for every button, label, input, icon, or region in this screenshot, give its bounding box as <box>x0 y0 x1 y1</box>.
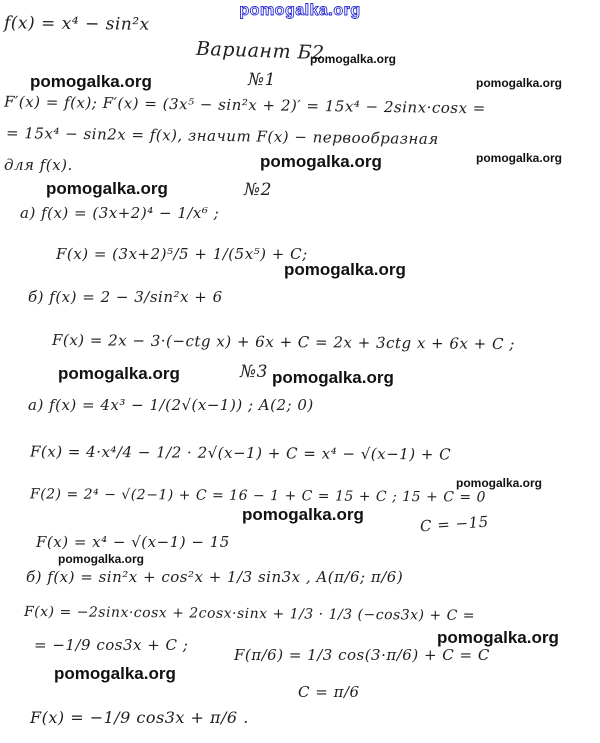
task-2b-antiderivative: F(x) = 2x − 3·(−ctg x) + 6x + C = 2x + 3ctg x + 6x + C ; <box>51 330 515 354</box>
watermark: pomogalka.org <box>260 152 382 171</box>
watermark: pomogalka.org <box>437 628 559 647</box>
task-3a-antiderivative: F(x) = 4·x⁴/4 − 1/2 · 2√(x−1) + C = x⁴ − √(x−1) + C <box>29 442 452 464</box>
task-1-line-1: F′(x) = f(x); F′(x) = (3x⁵ − sin²x + 2)′ = 15x⁴ − 2sinx·cosx = <box>3 92 486 118</box>
task-2b-function: б) f(x) = 2 − 3/sin²x + 6 <box>28 288 223 306</box>
task-3b-simplified: = −1/9 cos3x + C ; <box>34 636 189 654</box>
watermark: pomogalka.org <box>476 76 563 90</box>
watermark: pomogalka.org <box>284 260 406 279</box>
task-3a-function: а) f(x) = 4x³ − 1/(2√(x−1)) ; A(2; 0) <box>28 396 314 414</box>
watermark: pomogalka.org <box>46 179 168 198</box>
task-1-line-2: = 15x⁴ − sin2x = f(x), значит F(x) − первообразная <box>5 123 439 149</box>
task-3a-constant: C = −15 <box>419 512 490 536</box>
variant-title: Вариант Б2 <box>195 37 325 65</box>
problem-function: f(x) = x⁴ − sin²x <box>3 13 150 35</box>
watermark: pomogalka.org <box>310 52 397 66</box>
task-3b-antiderivative: F(x) = −2sinx·cosx + 2cosx·sinx + 1/3 · 1/3 (−cos3x) + C = <box>23 604 476 624</box>
watermark: pomogalka.org <box>476 151 563 165</box>
task-3a-substitution: F(2) = 2⁴ − √(2−1) + C = 16 − 1 + C = 15 + C ; 15 + C = 0 <box>29 486 487 506</box>
task-1-number: №1 <box>248 70 276 90</box>
watermark: pomogalka.org <box>58 364 180 383</box>
watermark: pomogalka.org <box>242 505 364 524</box>
watermark: pomogalka.org <box>272 368 394 387</box>
watermark: pomogalka.org <box>54 664 176 683</box>
task-2-number: №2 <box>244 180 272 200</box>
watermark: pomogalka.org <box>456 476 543 490</box>
watermark: pomogalka.org <box>58 552 145 566</box>
task-3b-answer: F(x) = −1/9 cos3x + π/6 . <box>30 708 249 727</box>
task-3a-answer: F(x) = x⁴ − √(x−1) − 15 <box>36 533 230 551</box>
site-header-logo: pomogalka.org <box>239 2 361 19</box>
task-3b-function: б) f(x) = sin²x + cos²x + 1/3 sin3x , A(π/6; π/6) <box>26 568 404 586</box>
task-3b-constant: C = π/6 <box>298 683 360 701</box>
task-1-line-3: для f(x). <box>4 156 73 174</box>
watermark: pomogalka.org <box>30 72 152 91</box>
task-2a-antiderivative: F(x) = (3x+2)⁵/5 + 1/(5x⁵) + C; <box>56 245 308 263</box>
task-2a-function: а) f(x) = (3x+2)⁴ − 1/x⁶ ; <box>20 204 220 222</box>
task-3-number: №3 <box>240 362 268 382</box>
task-3b-substitution: F(π/6) = 1/3 cos(3·π/6) + C = C <box>234 646 490 664</box>
